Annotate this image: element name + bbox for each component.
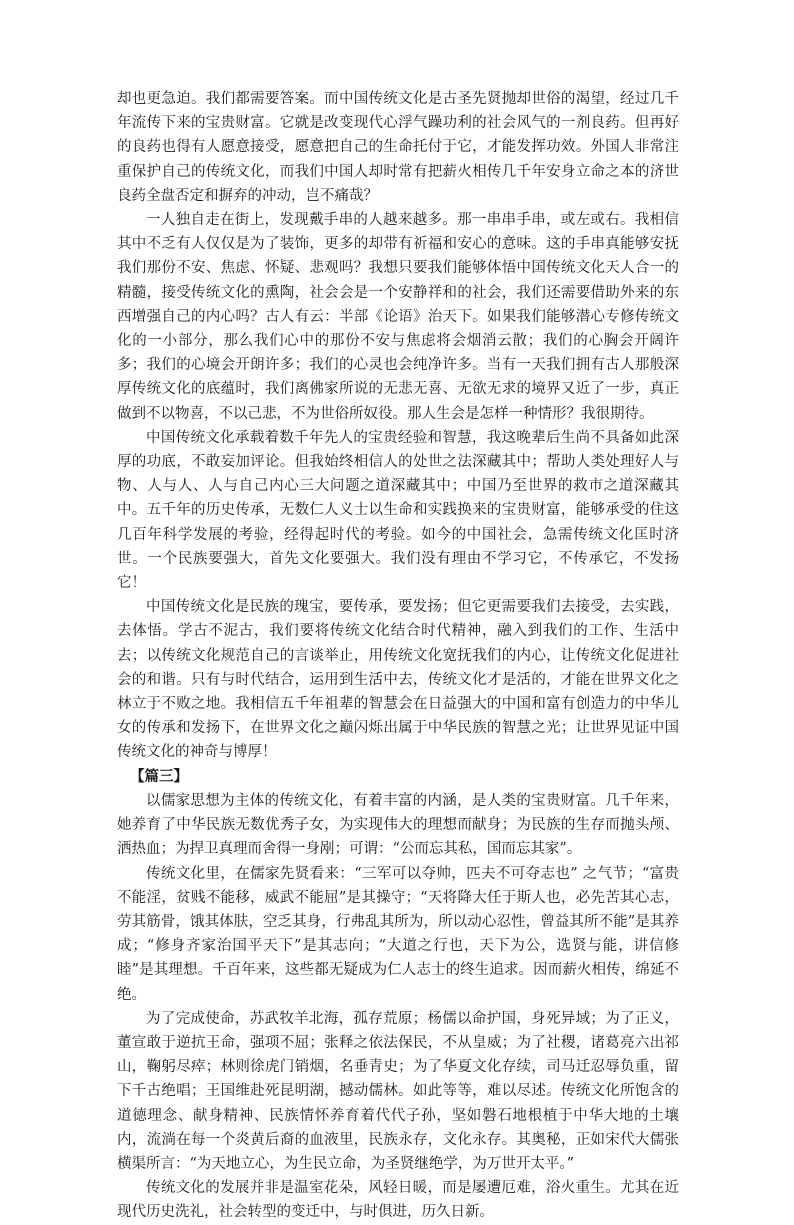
body-paragraph: 为了完成使命，苏武牧羊北海，孤存荒原；杨儒以命护国，身死异域；为了正义，董宣敢于逆抗王命，强项不屈；张释之依法保民，不从皇威；为了社稷，诸葛亮六出祁山，鞠躬尽瘁；林则徐虎门销烟，名垂青史；为了华夏文化存续，司马迁忍辱负重，留下千古绝唱；王国维赴死昆明湖，撼动儒林。如此等等，难以尽述。传统文化所饱含的道德理念、献身精神、民族情怀养育着代代子孙，坚如磐石地根植于中华大地的土壤内，流淌在每一个炎黄后裔的血液里，民族永存，文化永存。其奥秘，正如宋代大儒张横渠所言：“为天地立心，为生民立命，为圣贤继绝学，为万世开太平。” xyxy=(117,1010,679,1172)
body-paragraph: 一人独自走在街上，发现戴手串的人越来越多。那一串串手串，或左或右。我相信其中不乏有人仅仅是为了装饰，更多的却带有祈福和安心的意味。这的手串真能够安抚我们那份不安、焦虑、怀疑、悲观吗？我想只要我们能够体悟中国传统文化天人合一的精髓，接受传统文化的熏陶，社会会是一个安静祥和的社会，我们还需要借助外来的东西增强自己的内心吗？古人有云：半部《论语》治天下。如果我们能够潜心专修传统文化的一小部分，那么我们心中的那份不安与焦虑将会烟消云散；我们的心胸会开阔许多；我们的心境会开朗许多；我们的心灵也会纯净许多。当有一天我们拥有古人那般深厚传统文化的底蕴时，我们离佛家所说的无悲无喜、无欲无求的境界又近了一步，真正做到不以物喜，不以己悲，不为世俗所奴役。那人生会是怎样一种情形？我很期待。 xyxy=(117,212,679,422)
body-paragraph: 传统文化的发展并非是温室花朵，风轻日暖，而是屡遭厄难，浴火重生。尤其在近现代历史洗礼，社会转型的变迁中，与时俱进，历久日新。 xyxy=(117,1180,679,1221)
body-paragraph: 却也更急迫。我们都需要答案。而中国传统文化是古圣先贤抛却世俗的渴望，经过几千年流传下来的宝贵财富。它就是改变现代心浮气躁功利的社会风气的一剂良药。但再好的良药也得有人愿意接受，愿意把自己的生命托付于它，才能发挥功效。外国人非常注重保护自己的传统文化，而我们中国人却时常有把薪火相传几千年安身立命之本的济世良药全盘否定和摒弃的冲动，岂不痛哉？ xyxy=(117,91,679,204)
body-paragraph: 中国传统文化是民族的瑰宝，要传承，要发扬；但它更需要我们去接受，去实践，去体悟。学古不泥古，我们要将传统文化结合时代精神，融入到我们的工作、生活中去；以传统文化规范自己的言谈举止，用传统文化宽抚我们的内心，让传统文化促进社会的和谐。只有与时代结合，运用到生活中去，传统文化才是活的，才能在世界文化之林立于不败之地。我相信五千年祖辈的智慧会在日益强大的中国和富有创造力的中华儿女的传承和发扬下，在世界文化之巅闪烁出属于中华民族的智慧之光；让世界见证中国传统文化的神奇与博厚！ xyxy=(117,599,679,761)
body-paragraph: 以儒家思想为主体的传统文化，有着丰富的内涵，是人类的宝贵财富。几千年来，她养育了中华民族无数优秀子女，为实现伟大的理想而献身；为民族的生存而抛头颅、洒热血；为捍卫真理而舍得一身剐；可谓：“公而忘其私，国而忘其家”。 xyxy=(117,792,679,858)
document-page xyxy=(117,87,679,1225)
body-paragraph: 传统文化里，在儒家先贤看来：“三军可以夺帅，匹夫不可夺志也” 之气节；“富贵不能淫，贫贱不能移，威武不能屈”是其操守；“天将降大任于斯人也，必先苦其心志，劳其筋骨，饿其体肤，空乏其身，行弗乱其所为，所以动心忍性，曾益其所不能”是其养成；“修身齐家治国平天下”是其志向；“大道之行也，天下为公，选贤与能，讲信修睦”是其理想。千百年来，这些都无疑成为仁人志士的终生追求。因而薪火相传，绵延不绝。 xyxy=(117,865,679,1003)
section-heading: 【篇三】 xyxy=(130,767,189,785)
body-paragraph: 中国传统文化承载着数千年先人的宝贵经验和智慧，我这晚辈后生尚不具备如此深厚的功底，不敢妄加评论。但我始终相信人的处世之法深藏其中；帮助人类处理好人与物、人与人、人与自己内心三大问题之道深藏其中；中国乃至世界的救市之道深藏其中。五千年的历史传承，无数仁人义士以生命和实践换来的宝贵财富，能够承受的住这几百年科学发展的考验，经得起时代的考验。如今的中国社会，急需传统文化匡时济世。一个民族要强大，首先文化要强大。我们没有理由不学习它，不传承它，不发扬它！ xyxy=(117,429,679,592)
